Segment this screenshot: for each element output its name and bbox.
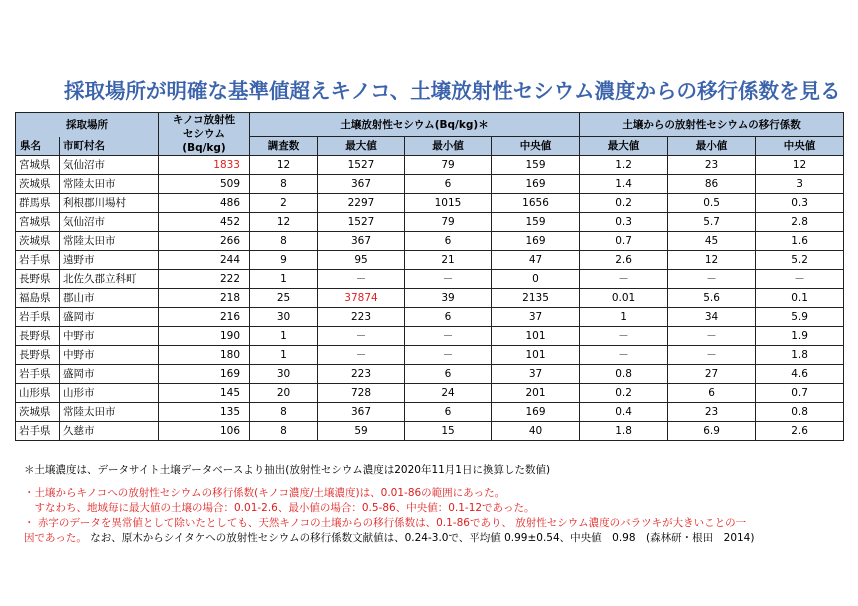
cell-city: 気仙沼市 [60, 213, 159, 232]
cell-tf-min: 5.6 [668, 289, 756, 308]
cell-tf-min: 5.7 [668, 213, 756, 232]
cell-soil-median: 101 [492, 327, 580, 346]
header-soil-median: 中央値 [492, 137, 580, 156]
cell-city: 利根郡川場村 [60, 194, 159, 213]
cell-tf-median: 0.8 [756, 403, 844, 422]
cell-tf-min: － [668, 346, 756, 365]
cell-tf-max: － [580, 346, 668, 365]
cell-soil-min: 21 [405, 251, 492, 270]
cell-tf-max: 1.8 [580, 422, 668, 441]
cell-tf-median: 5.9 [756, 308, 844, 327]
cell-tf-max: 0.01 [580, 289, 668, 308]
note-line-3: ・ 赤字のデータを異常値として除いたとしても、天然キノコの土壌からの移行係数は、0.1-86であり、 放射性セシウム濃度のバラツキが大きいことの一 [24, 517, 747, 529]
cell-soil-max: 367 [318, 175, 405, 194]
cell-tf-min: 0.5 [668, 194, 756, 213]
cell-soil-min: 6 [405, 403, 492, 422]
table-row [16, 175, 844, 194]
cell-soil-max: 367 [318, 403, 405, 422]
cell-prefecture: 岩手県 [16, 251, 60, 270]
cell-mushroom: 452 [159, 213, 250, 232]
cell-tf-max: 0.2 [580, 384, 668, 403]
cell-soil-count: 2 [250, 194, 318, 213]
cell-tf-median: 2.8 [756, 213, 844, 232]
cell-mushroom: 190 [159, 327, 250, 346]
table-row [16, 156, 844, 175]
table-row [16, 194, 844, 213]
cell-soil-median: 101 [492, 346, 580, 365]
cell-soil-median: 169 [492, 175, 580, 194]
cell-tf-min: 23 [668, 403, 756, 422]
cell-tf-min: － [668, 327, 756, 346]
table-row [16, 346, 844, 365]
header-mushroom-line1: キノコ放射性 [172, 114, 236, 126]
cell-prefecture: 宮城県 [16, 156, 60, 175]
cell-soil-count: 8 [250, 175, 318, 194]
cell-mushroom: 1833 [159, 156, 250, 175]
cell-city: 気仙沼市 [60, 156, 159, 175]
table-row [16, 308, 844, 327]
header-tf-min: 最小値 [668, 137, 756, 156]
cell-soil-max: 95 [318, 251, 405, 270]
cell-soil-median: 2135 [492, 289, 580, 308]
cell-city: 北佐久郡立科町 [60, 270, 159, 289]
cell-prefecture: 長野県 [16, 327, 60, 346]
cell-soil-count: 12 [250, 156, 318, 175]
footnote: ＊土壌濃度は、データサイト土壌データベースより抽出(放射性セシウム濃度は2020年11月1日に換算した数値) [24, 464, 551, 476]
cell-prefecture: 茨城県 [16, 175, 60, 194]
cell-city: 常陸太田市 [60, 232, 159, 251]
cell-soil-min: 15 [405, 422, 492, 441]
cell-tf-min: 27 [668, 365, 756, 384]
cell-tf-max: 1.4 [580, 175, 668, 194]
cell-prefecture: 岩手県 [16, 308, 60, 327]
cell-soil-median: 159 [492, 156, 580, 175]
cell-mushroom: 218 [159, 289, 250, 308]
cell-city: 遠野市 [60, 251, 159, 270]
cell-tf-median: 2.6 [756, 422, 844, 441]
table-row [16, 232, 844, 251]
cell-tf-max: 0.4 [580, 403, 668, 422]
cell-mushroom: 106 [159, 422, 250, 441]
cell-soil-min: － [405, 270, 492, 289]
cell-mushroom: 169 [159, 365, 250, 384]
table-row [16, 251, 844, 270]
notes-block [24, 486, 754, 546]
cell-tf-max: － [580, 270, 668, 289]
cell-tf-max: 2.6 [580, 251, 668, 270]
table-row [16, 422, 844, 441]
header-prefecture: 県名 [16, 137, 60, 156]
cell-soil-max: － [318, 270, 405, 289]
cell-tf-min: 6.9 [668, 422, 756, 441]
cell-soil-median: 169 [492, 403, 580, 422]
cell-soil-min: 79 [405, 156, 492, 175]
cell-soil-median: 201 [492, 384, 580, 403]
cell-soil-max: － [318, 346, 405, 365]
header-soil-count: 調査数 [250, 137, 318, 156]
table-row [16, 327, 844, 346]
table-row [16, 365, 844, 384]
cell-soil-min: 24 [405, 384, 492, 403]
cell-soil-max: 1527 [318, 213, 405, 232]
table-row [16, 289, 844, 308]
cell-soil-count: 30 [250, 365, 318, 384]
cell-soil-median: 47 [492, 251, 580, 270]
header-soil-min: 最小値 [405, 137, 492, 156]
cell-soil-median: 40 [492, 422, 580, 441]
cell-soil-max: 367 [318, 232, 405, 251]
cell-city: 中野市 [60, 327, 159, 346]
cell-tf-max: 0.8 [580, 365, 668, 384]
cell-city: 中野市 [60, 346, 159, 365]
cell-tf-min: 6 [668, 384, 756, 403]
cell-tf-median: 4.6 [756, 365, 844, 384]
cell-soil-count: 8 [250, 422, 318, 441]
cell-tf-max: 1 [580, 308, 668, 327]
note-line-4b: なお、原木からシイタケへの放射性セシウムの移行係数文献値は、0.24-3.0で、平均値 0.99±0.54、中央値 0.98 (森林研・根田 2014) [86, 532, 755, 544]
cell-soil-median: 159 [492, 213, 580, 232]
cell-prefecture: 宮城県 [16, 213, 60, 232]
cell-city: 山形市 [60, 384, 159, 403]
cell-tf-min: 34 [668, 308, 756, 327]
cell-soil-count: 8 [250, 232, 318, 251]
cell-mushroom: 216 [159, 308, 250, 327]
cell-soil-max: 59 [318, 422, 405, 441]
table-row [16, 270, 844, 289]
cell-mushroom: 222 [159, 270, 250, 289]
cell-tf-median: 1.6 [756, 232, 844, 251]
cell-soil-min: － [405, 346, 492, 365]
cell-soil-max: 223 [318, 365, 405, 384]
cell-city: 盛岡市 [60, 365, 159, 384]
cell-city: 郡山市 [60, 289, 159, 308]
page-title: 採取場所が明確な基準値超えキノコ、土壌放射性セシウム濃度からの移行係数を見る [64, 79, 841, 103]
cell-tf-median: 0.1 [756, 289, 844, 308]
header-location: 採取場所 [16, 113, 159, 137]
cell-soil-max: － [318, 327, 405, 346]
cell-mushroom: 266 [159, 232, 250, 251]
cell-soil-max: 728 [318, 384, 405, 403]
cell-soil-min: 6 [405, 365, 492, 384]
header-tf-median: 中央値 [756, 137, 844, 156]
cell-soil-median: 0 [492, 270, 580, 289]
cell-soil-min: 6 [405, 308, 492, 327]
note-line-4 [24, 531, 754, 546]
cell-soil-count: 8 [250, 403, 318, 422]
cell-tf-min: 12 [668, 251, 756, 270]
cell-tf-max: 0.7 [580, 232, 668, 251]
note-line-1: ・土壌からキノコへの放射性セシウムの移行係数(キノコ濃度/土壌濃度)は、0.01-86の範囲にあった。 [24, 487, 506, 499]
table-row [16, 403, 844, 422]
cell-prefecture: 岩手県 [16, 365, 60, 384]
cell-prefecture: 福島県 [16, 289, 60, 308]
cell-soil-min: 39 [405, 289, 492, 308]
header-soil-max: 最大値 [318, 137, 405, 156]
cell-soil-median: 37 [492, 365, 580, 384]
cell-tf-max: 0.3 [580, 213, 668, 232]
cell-tf-median: 5.2 [756, 251, 844, 270]
cell-soil-median: 1656 [492, 194, 580, 213]
header-mushroom-unit: (Bq/kg) [182, 142, 226, 154]
cell-soil-count: 1 [250, 346, 318, 365]
cell-prefecture: 茨城県 [16, 232, 60, 251]
cell-soil-count: 12 [250, 213, 318, 232]
cell-prefecture: 群馬県 [16, 194, 60, 213]
table-body [16, 156, 844, 441]
cell-soil-count: 30 [250, 308, 318, 327]
cell-mushroom: 135 [159, 403, 250, 422]
table-row [16, 213, 844, 232]
header-city: 市町村名 [60, 137, 159, 156]
cell-tf-median: 1.8 [756, 346, 844, 365]
cell-soil-min: － [405, 327, 492, 346]
cell-tf-max: 1.2 [580, 156, 668, 175]
cell-soil-count: 25 [250, 289, 318, 308]
table-row [16, 384, 844, 403]
cell-prefecture: 長野県 [16, 270, 60, 289]
cell-city: 盛岡市 [60, 308, 159, 327]
cell-soil-min: 6 [405, 175, 492, 194]
cell-soil-max: 1527 [318, 156, 405, 175]
cell-soil-median: 37 [492, 308, 580, 327]
cell-mushroom: 486 [159, 194, 250, 213]
cell-city: 常陸太田市 [60, 403, 159, 422]
cell-prefecture: 岩手県 [16, 422, 60, 441]
header-mushroom-line2: セシウム [183, 128, 225, 140]
cell-soil-count: 20 [250, 384, 318, 403]
cell-tf-median: 1.9 [756, 327, 844, 346]
cell-prefecture: 山形県 [16, 384, 60, 403]
cell-tf-median: 0.7 [756, 384, 844, 403]
cell-city: 久慈市 [60, 422, 159, 441]
cell-soil-min: 79 [405, 213, 492, 232]
cell-mushroom: 509 [159, 175, 250, 194]
cell-tf-max: 0.2 [580, 194, 668, 213]
cell-soil-max: 223 [318, 308, 405, 327]
cell-soil-count: 9 [250, 251, 318, 270]
cell-tf-median: 3 [756, 175, 844, 194]
cell-soil-min: 1015 [405, 194, 492, 213]
cell-tf-min: 45 [668, 232, 756, 251]
cell-soil-max: 2297 [318, 194, 405, 213]
note-line-4a: 因であった。 [24, 532, 87, 544]
cell-tf-min: 23 [668, 156, 756, 175]
note-line-2: すなわち、地域毎に最大値の土壌の場合：0.01-2.6、最小値の場合：0.5-86、中央値：0.1-12であった。 [24, 502, 535, 514]
cell-soil-min: 6 [405, 232, 492, 251]
cell-soil-count: 1 [250, 270, 318, 289]
cell-tf-min: － [668, 270, 756, 289]
cell-mushroom: 244 [159, 251, 250, 270]
header-tf-group: 土壌からの放射性セシウムの移行係数 [580, 113, 844, 137]
cell-tf-median: 12 [756, 156, 844, 175]
header-soil-group: 土壌放射性セシウム(Bq/kg)＊ [250, 113, 580, 137]
cell-tf-min: 86 [668, 175, 756, 194]
header-mushroom [159, 113, 250, 156]
cell-tf-median: 0.3 [756, 194, 844, 213]
cell-tf-max: － [580, 327, 668, 346]
cell-prefecture: 茨城県 [16, 403, 60, 422]
cell-tf-median: － [756, 270, 844, 289]
transfer-factor-table [15, 112, 844, 441]
cell-soil-count: 1 [250, 327, 318, 346]
cell-soil-median: 169 [492, 232, 580, 251]
cell-mushroom: 145 [159, 384, 250, 403]
cell-soil-max: 37874 [318, 289, 405, 308]
cell-mushroom: 180 [159, 346, 250, 365]
header-tf-max: 最大値 [580, 137, 668, 156]
cell-prefecture: 長野県 [16, 346, 60, 365]
cell-city: 常陸太田市 [60, 175, 159, 194]
